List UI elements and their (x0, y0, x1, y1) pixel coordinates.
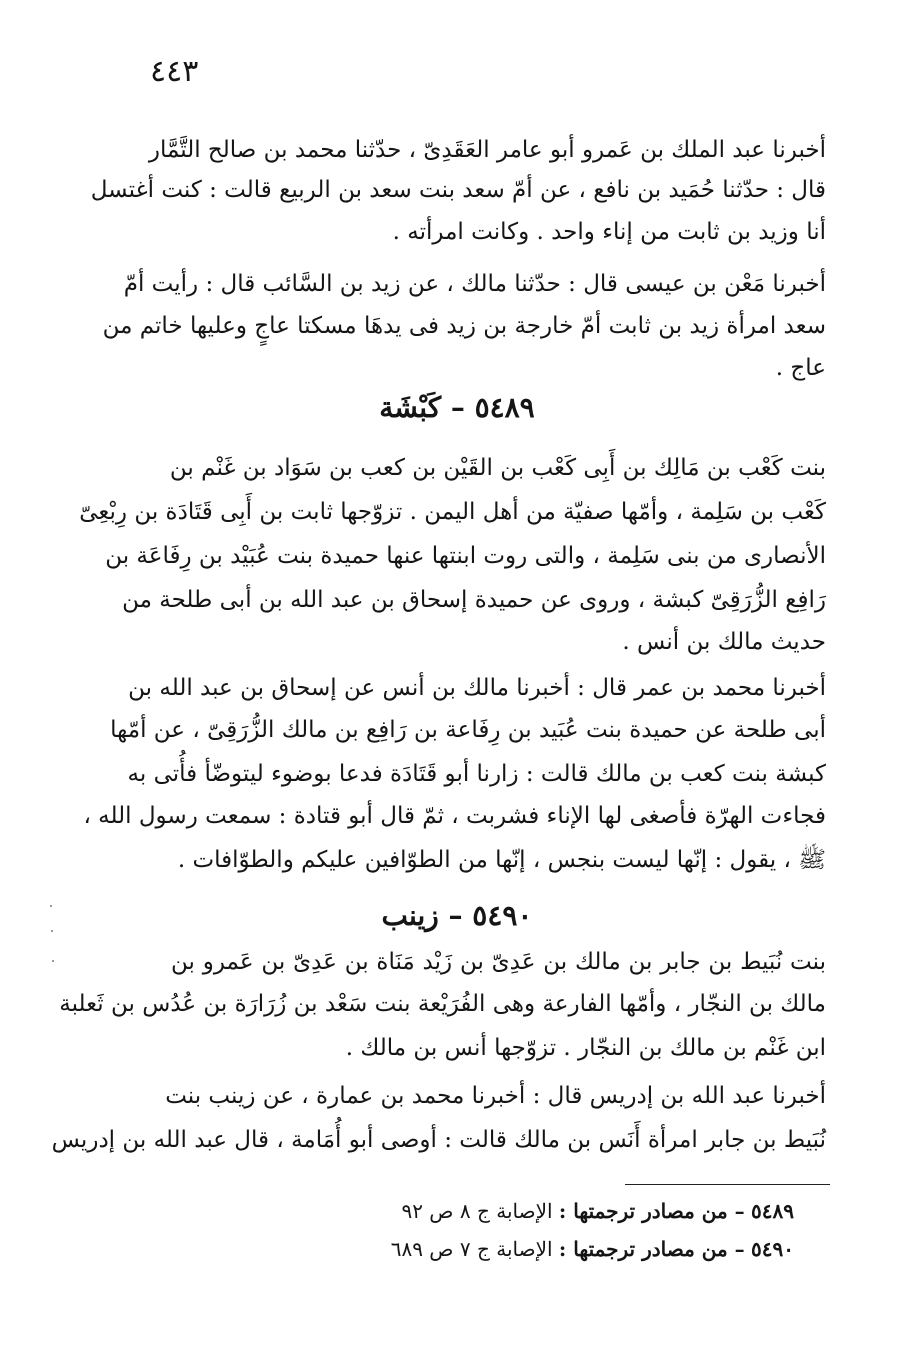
text-line: أخبرنا محمد بن عمر قال : أخبرنا مالك بن أنس عن إسحاق بن عبد الله بن (128, 675, 826, 701)
entry-number: ٥٤٨٩ (474, 391, 535, 424)
footnote-number: ٥٤٩٠ (751, 1237, 794, 1261)
text-line: أخبرنا عبد الملك بن عَمرو أبو عامر العَقَدِىّ ، حدّثنا محمد بن صالح التَّمَّار (148, 137, 826, 163)
footnote-number: ٥٤٨٩ (751, 1199, 794, 1223)
page-number: ٤٤٣ (150, 54, 199, 89)
text-line: أنا وزيد بن ثابت من إناء واحد . وكانت امرأته . (392, 219, 826, 245)
scan-speck (51, 930, 53, 932)
text-line: عاج . (775, 355, 826, 381)
text-line: الأنصارى من بنى سَلِمة ، والتى روت ابنتها عنها حميدة بنت عُبَيْد بن رِفَاعَة بن (105, 543, 826, 569)
text-line: فجاءت الهرّة فأصغى لها الإناء فشربت ، ثمّ قال أبو قتادة : سمعت رسول الله ، (83, 803, 826, 829)
text-line: قال : حدّثنا حُمَيد بن نافع ، عن أمّ سعد بنت سعد بن الربيع قالت : كنت أغتسل (90, 177, 826, 203)
scan-speck (52, 960, 54, 962)
entry-dash: – (448, 899, 463, 932)
text-line: كبشة بنت كعب بن مالك قالت : زارنا أبو قَتَادَة فدعا بوضوء ليتوضّأ فأُتى به (127, 761, 826, 787)
footnote-label: – من مصادر ترجمتها : (558, 1237, 745, 1261)
footnote-text: الإصابة ج ٨ ص ٩٢ (401, 1199, 553, 1223)
entry-name: كَبْشَة (379, 391, 442, 424)
text-line: رَافِع الزُّرَقِىّ كبشة ، وروى عن حميدة إسحاق بن عبد الله بن أبى طلحة من (122, 587, 826, 613)
footnote-text: الإصابة ج ٧ ص ٦٨٩ (390, 1237, 553, 1261)
text-line: ﷺ ، يقول : إنّها ليست بنجس ، إنّها من الطوّافين عليكم والطوّافات . (177, 847, 826, 873)
text-line: ابن غَنْم بن مالك بن النجّار . تزوّجها أنس بن مالك . (345, 1035, 826, 1061)
text-line: كَعْب بن سَلِمة ، وأمّها صفيّة من أهل اليمن . تزوّجها ثابت بن أَبِى قَتَادَة بن رِبْعِىّ (79, 499, 826, 525)
footnote (234, 1234, 794, 1264)
text-line: مالك بن النجّار ، وأمّها الفارعة وهى الفُرَيْعة بنت سَعْد بن زُرَارَة بن عُدُس بن ثَعلبة (59, 991, 826, 1017)
scan-speck (50, 905, 52, 907)
entry-heading (0, 388, 914, 428)
text-line: نُبَيط بن جابر امرأة أَنَس بن مالك قالت : أوصى أبو أُمَامة ، قال عبد الله بن إدريس (51, 1127, 826, 1153)
text-line: أخبرنا مَعْن بن عيسى قال : حدّثنا مالك ، عن زيد بن السَّائب قال : رأيت أمّ (123, 271, 826, 297)
text-line: حديث مالك بن أنس . (622, 629, 826, 655)
footnote (234, 1196, 794, 1226)
text-line: بنت نُبَيط بن جابر بن مالك بن عَدِىّ بن زَيْد مَنَاة بن عَدِىّ بن عَمرو بن (171, 949, 826, 975)
footnote-separator (625, 1184, 830, 1185)
entry-number: ٥٤٩٠ (472, 899, 533, 932)
footnote-label: – من مصادر ترجمتها : (558, 1199, 745, 1223)
entry-name: زينب (381, 899, 439, 932)
text-line: أبى طلحة عن حميدة بنت عُبَيد بن رِفَاعة بن رَافِع بن مالك الزُّرَقِىّ ، عن أمّها (110, 717, 826, 743)
entry-heading (0, 896, 914, 936)
text-line: سعد امرأة زيد بن ثابت أمّ خارجة بن زيد فى يدهَا مسكتا عاجٍ وعليها خاتم من (102, 313, 826, 339)
text-line: أخبرنا عبد الله بن إدريس قال : أخبرنا محمد بن عمارة ، عن زينب بنت (165, 1083, 826, 1109)
text-line: بنت كَعْب بن مَالِك بن أَبِى كَعْب بن القَيْن بن كعب بن سَوَاد بن غَنْم بن (169, 455, 826, 481)
entry-dash: – (450, 391, 465, 424)
